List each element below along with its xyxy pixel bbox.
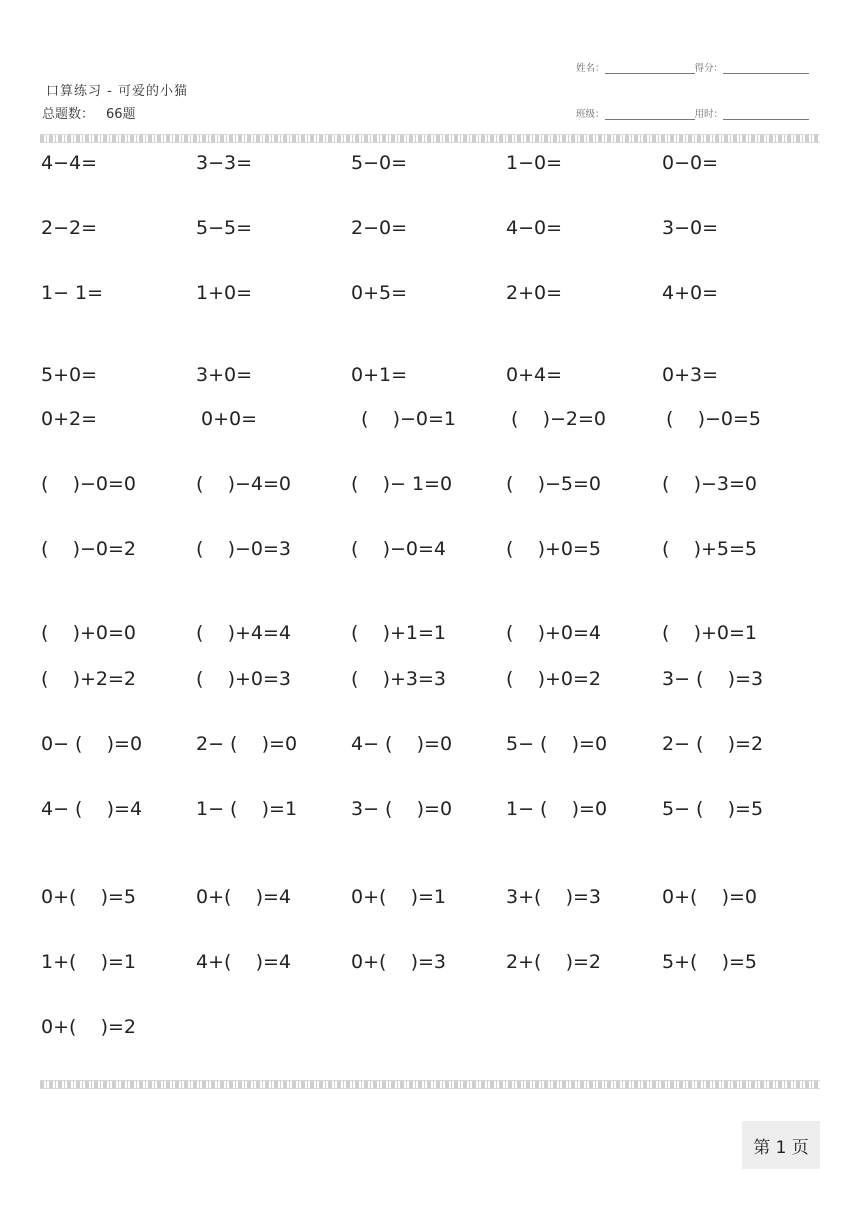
problem-item: 0+( )=0 xyxy=(662,886,757,908)
problem-item: ( )+4=4 xyxy=(196,622,291,644)
problem-item: ( )+0=3 xyxy=(196,668,291,690)
problem-item: 3− ( )=0 xyxy=(351,798,453,820)
problem-item: 0+3= xyxy=(662,364,719,386)
class-blank[interactable] xyxy=(605,109,695,120)
time-label: 用时： xyxy=(694,109,724,120)
problem-item: ( )−3=0 xyxy=(662,473,757,495)
problem-item: 0+( )=4 xyxy=(196,886,291,908)
problem-item: 0+5= xyxy=(351,282,408,304)
problem-item: ( )−0=3 xyxy=(196,538,291,560)
time-blank[interactable] xyxy=(723,109,809,120)
problem-item: 5+( )=5 xyxy=(662,951,757,973)
problem-item: 2−0= xyxy=(351,217,408,239)
problem-item: 0+4= xyxy=(506,364,563,386)
class-label: 班级： xyxy=(576,109,605,120)
problem-item: 5− ( )=5 xyxy=(662,798,764,820)
problem-item: 4−4= xyxy=(41,152,98,174)
problem-item: 0+1= xyxy=(351,364,408,386)
problem-item: 4− ( )=4 xyxy=(41,798,143,820)
problem-item: ( )−5=0 xyxy=(506,473,601,495)
top-decorative-border xyxy=(40,134,820,143)
problem-item: ( )+1=1 xyxy=(351,622,446,644)
problem-item: ( )−0=1 xyxy=(361,408,456,430)
problem-item: 4+0= xyxy=(662,282,719,304)
problem-count-label: 总题数： xyxy=(42,107,95,122)
problem-item: ( )+0=5 xyxy=(506,538,601,560)
problem-item: 5+0= xyxy=(41,364,98,386)
score-label: 得分： xyxy=(694,63,724,74)
problem-item: ( )+0=4 xyxy=(506,622,601,644)
problem-item: 4− ( )=0 xyxy=(351,733,453,755)
bottom-decorative-border xyxy=(40,1080,820,1089)
score-blank[interactable] xyxy=(723,63,809,74)
name-blank[interactable] xyxy=(605,63,695,74)
problem-item: 3+0= xyxy=(196,364,253,386)
problem-item: ( )−0=4 xyxy=(351,538,446,560)
problem-item: 0− ( )=0 xyxy=(41,733,143,755)
problem-item: ( )−2=0 xyxy=(511,408,606,430)
problem-item: 5−5= xyxy=(196,217,253,239)
problem-item: 4−0= xyxy=(506,217,563,239)
problem-item: 0+( )=5 xyxy=(41,886,136,908)
problem-item: 5− ( )=0 xyxy=(506,733,608,755)
problem-item: 5−0= xyxy=(351,152,408,174)
problem-item: 2+( )=2 xyxy=(506,951,601,973)
problem-item: ( )+0=1 xyxy=(662,622,757,644)
problem-item: ( )−0=5 xyxy=(666,408,761,430)
problem-count-value: 66题 xyxy=(106,107,136,122)
problem-item: 1+( )=1 xyxy=(41,951,136,973)
problem-item: ( )+2=2 xyxy=(41,668,136,690)
problem-item: ( )−0=0 xyxy=(41,473,136,495)
problem-item: 4+( )=4 xyxy=(196,951,291,973)
problem-count xyxy=(42,103,136,122)
problem-item: 1− 1= xyxy=(41,282,104,304)
name-label: 姓名： xyxy=(576,63,605,74)
problem-item: 3−3= xyxy=(196,152,253,174)
problem-item: 0+0= xyxy=(201,408,258,430)
problem-item: ( )+5=5 xyxy=(662,538,757,560)
problem-item: 3−0= xyxy=(662,217,719,239)
problem-item: 0+( )=1 xyxy=(351,886,446,908)
problem-item: 1− ( )=1 xyxy=(196,798,298,820)
problem-item: 0+( )=2 xyxy=(41,1016,136,1038)
problem-item: 2− ( )=2 xyxy=(662,733,764,755)
problem-item: 2−2= xyxy=(41,217,98,239)
problem-item: ( )−0=2 xyxy=(41,538,136,560)
problem-item: ( )−4=0 xyxy=(196,473,291,495)
problem-item: ( )+0=2 xyxy=(506,668,601,690)
name-score-fields xyxy=(576,60,809,74)
problem-item: 1−0= xyxy=(506,152,563,174)
problem-item: 1+0= xyxy=(196,282,253,304)
page-number: 第 1 页 xyxy=(742,1121,820,1169)
problem-item: ( )− 1=0 xyxy=(351,473,453,495)
problem-item: 3− ( )=3 xyxy=(662,668,764,690)
problem-item: 0+( )=3 xyxy=(351,951,446,973)
problem-item: 0−0= xyxy=(662,152,719,174)
problem-item: ( )+0=0 xyxy=(41,622,136,644)
problem-item: 0+2= xyxy=(41,408,98,430)
problem-item: 2− ( )=0 xyxy=(196,733,298,755)
problem-item: 3+( )=3 xyxy=(506,886,601,908)
problem-item: 2+0= xyxy=(506,282,563,304)
class-time-fields xyxy=(576,106,809,120)
problem-item: ( )+3=3 xyxy=(351,668,446,690)
worksheet-title: 口算练习 - 可爱的小猫 xyxy=(46,84,188,99)
problem-item: 1− ( )=0 xyxy=(506,798,608,820)
